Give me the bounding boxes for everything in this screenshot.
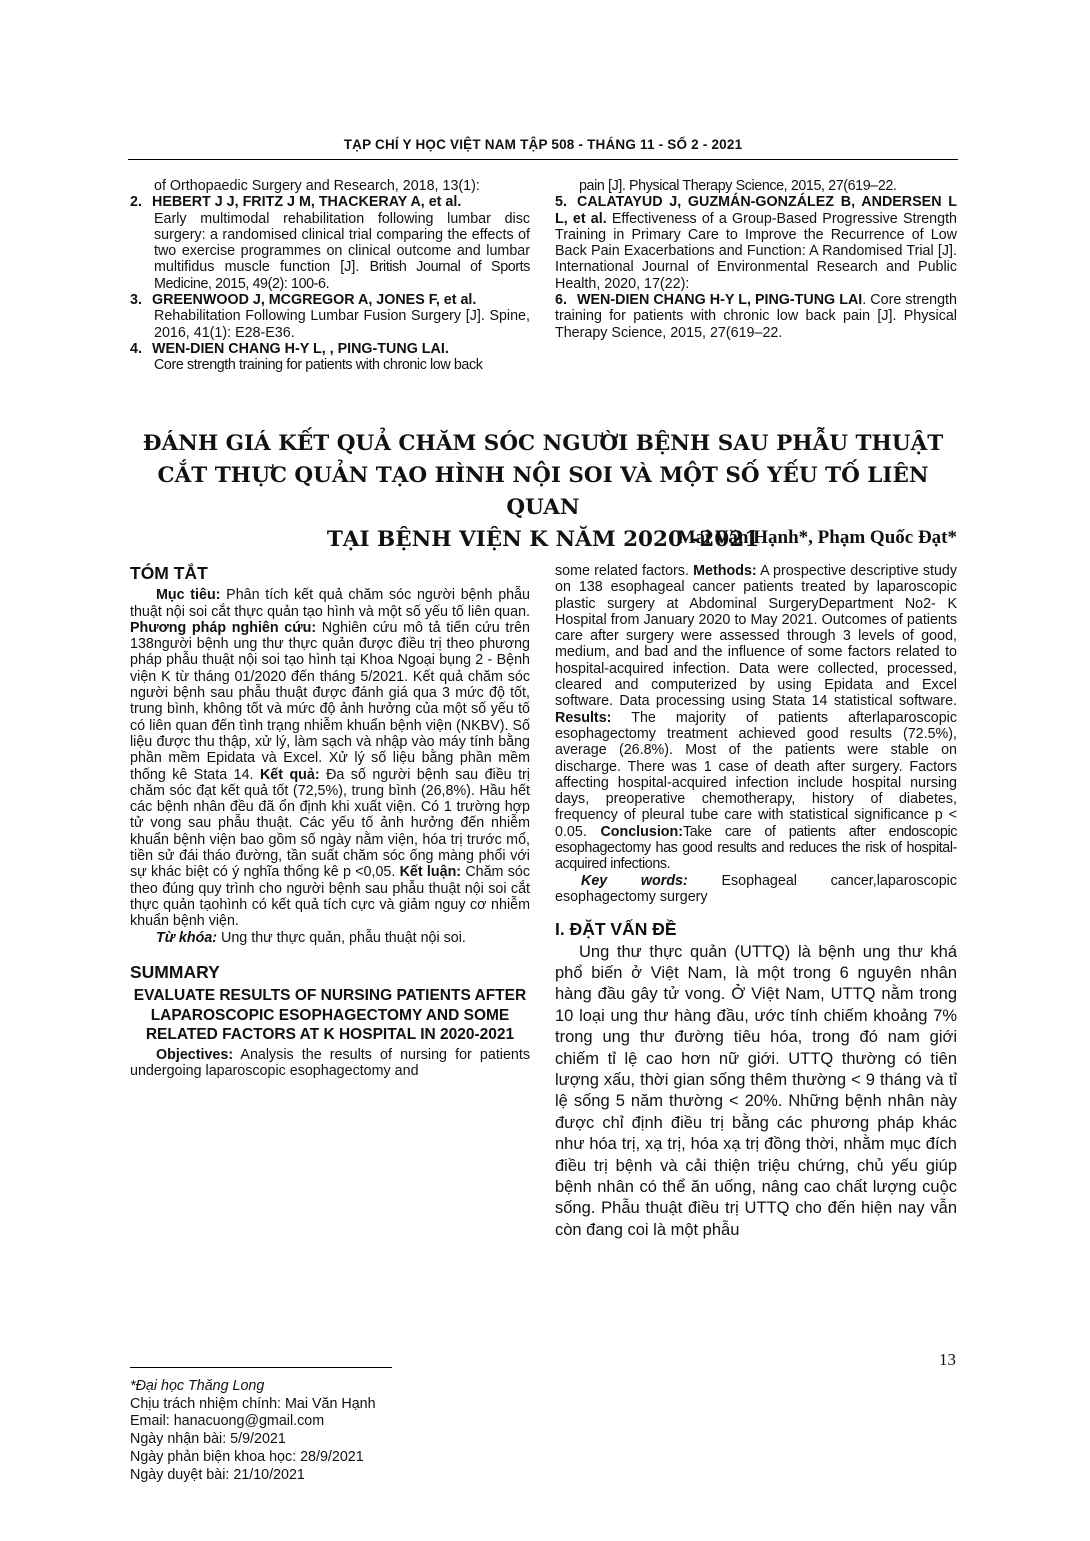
ref-text-tail: British Journal of Sports Medicine, 2015, 49(2): 100-6.	[154, 259, 530, 292]
ref-4	[130, 341, 530, 374]
intro-body: Ung thư thực quản (UTTQ) là bệnh ung thư khá phổ biến ở Việt Nam, là một trong 6 nguyên nhân hàng đầu gây tử vong. Ở Việt Nam, UTTQ nằm trong 10 loại ung thư hàng đầu, ước tính chiếm khoảng 7% trong ung thư đường tiêu hóa, trong đó nam giới chiếm tỉ lệ cao hơn nữ giới. UTTQ thường có tiên lượng xấu, thời gian sống thêm thường < 9 tháng và tỉ lệ sống 5 năm thường < 20%. Những bệnh nhân này được chỉ định điều trị bằng các phương pháp khác như hóa trị, xạ trị, hóa xạ trị đồng thời, nhằm mục đích điều trị bệnh và cải thiện triệu chứng, chủ yếu giúp bệnh nhân có thể ăn uống, nâng cao chất lượng cuộc sống. Phẫu thuật điều trị UTTQ cho đến hiện nay vẫn còn đang coi là một phẫu	[555, 942, 957, 1239]
footnote-received: Ngày nhận bài: 5/9/2021	[130, 1431, 286, 1448]
ref-3	[130, 292, 530, 341]
ref-text: Early multimodal rehabilitation following lumbar disc surgery: a randomised clinical trial comparing the effects of two exercise programmes on clinical outcome and lumbar multifidus muscle function [J].	[154, 210, 530, 276]
english-keywords: Key words: Esophageal cancer,laparoscopic esophagectomy surgery	[555, 872, 957, 905]
right-column	[555, 563, 957, 1241]
tomtat-heading: TÓM TẮT	[130, 563, 208, 583]
ref-text: Effectiveness of a Group-Based Progressive Strength Training in Primary Care to Improve the Recurrence of Low Back Pain Exacerbations and Function: A Randomised Trial [J]. International Journal of Environmental Research and Public Health, 2020, 17(22):	[555, 210, 957, 292]
header-rule	[128, 159, 958, 160]
ref-number: 3.	[130, 292, 142, 309]
references-left	[130, 178, 530, 374]
footnote-rule	[130, 1367, 392, 1368]
running-header: TẠP CHÍ Y HỌC VIỆT NAM TẬP 508 - THÁNG 11 - SỐ 2 - 2021	[343, 137, 743, 152]
summary-title: EVALUATE RESULTS OF NURSING PATIENTS AFTER LAPAROSCOPIC ESOPHAGECTOMY AND SOME RELATED FACTORS AT K HOSPITAL IN 2020-2021	[133, 987, 527, 1044]
ref-number: 6.	[555, 292, 567, 309]
page-number: 13	[939, 1350, 956, 1369]
ref-number: 5.	[555, 194, 567, 211]
ref-2	[130, 194, 530, 292]
footnote-reviewed: Ngày phản biện khoa học: 28/9/2021	[130, 1448, 364, 1465]
footnotes	[130, 1378, 376, 1484]
tomtat-abstract: Mục tiêu: Phân tích kết quả chăm sóc người bệnh phẫu thuật nội soi cắt thực quản tạo hình và một số yếu tố liên quan. Phương pháp nghiên cứu: Nghiên cứu mô tả tiến cứu trên 138người bệnh ung thư thực quản được điều trị theo phương pháp phẫu thuật nội soi tạo hình tại Khoa Ngoại bụng 2 - Bệnh viện K từ tháng 01/2020 đến tháng 5/2021. Kết quả chăm sóc người bệnh sau phẫu thuật được đánh giá qua 3 mức độ tốt, trung bình, không tốt và mức độ ảnh hưởng của một số yếu tố có liên quan đến tình trạng nhiễm khuẩn bệnh viện (NKBV). Số liệu được thu thập, xử lý, làm sạch và nhập vào máy tính bằng phần mềm Epidata và Excel. Xử lý số liệu bằng phần mềm thống kê Stata 14. Kết quả: Đa số người bệnh sau điều trị chăm sóc đạt kết quả tốt (72,5%), trung bình (26,8%). Hầu hết các bệnh nhân đều đã ổn định khi xuất viện. Có 1 trường hợp tử vong sau phẫu thuật. Các yếu tố ảnh hưởng đến nhiễm khuẩn bệnh viện bao gồm số ngày nằm viện, hóa trị trước mổ, tiền sử đái tháo đường, tần suất chăm sóc ống màng phổi với sự khác biệt có ý nghĩa thống kê p <0,05. Kết luận: Chăm sóc theo đúng quy trình cho người bệnh sau phẫu thuật nội soi cắt thực quản tạohình có kết quả tích cực và giảm nguy cơ nhiễm khuẩn bệnh viện.	[130, 587, 531, 930]
ref-text: . Core strength training for patients with chronic low back pain [J]. Physical Therapy Science, 2015, 27(619–22.	[555, 292, 957, 341]
ref-number: 4.	[130, 340, 142, 357]
tomtat-keywords: Từ khóa: Ung thư thực quản, phẫu thuật nội soi.	[156, 929, 466, 946]
footnote-affiliation: *Đại học Thăng Long	[130, 1378, 265, 1394]
english-abstract: some related factors. Methods: A prospective descriptive study on 138 esophageal cancer patients treated by laparoscopic plastic surgery at Abdominal SurgeryDepartment No2- K Hospital from January 2020 to May 2021. Outcomes of patients care after surgery were assessed through 3 levels of good, medium, and bad and the influence of some factors related to hospital-acquired infection. Data were collected, processed, cleared and computerized by using Epidata and Excel software. Data processing using Stata 14 statistical software. Results: The majority of patients afterlaparoscopic esophagectomy treatment achieved good results (72.5%), average (26.8%). Most of the patients were stable on discharge. There was 1 case of death after surgery. Factors affecting hospital-acquired infection include hospital nursing days, preoperative chemotherapy, history of diabetes, frequency of pleural tube care with statistical significance p < 0.05. Conclusion:Take care of patients after endoscopic esophagectomy has good results and reduces the risk of hospital-acquired infections.	[555, 563, 958, 873]
ref-text: Core strength training for patients with chronic low back	[154, 357, 483, 374]
ref-6	[555, 292, 957, 341]
ref-authors: HEBERT J J, FRITZ J M, THACKERAY A, et al.	[152, 194, 462, 211]
ref-1-continuation: of Orthopaedic Surgery and Research, 2018, 13(1):	[154, 178, 480, 194]
ref-5	[555, 194, 957, 292]
ref-authors: WEN-DIEN CHANG H-Y L, PING-TUNG LAI	[577, 292, 863, 309]
ref-4-continuation: pain [J]. Physical Therapy Science, 2015, 27(619–22.	[579, 178, 897, 194]
summary-heading: SUMMARY	[130, 961, 220, 982]
references-right	[555, 178, 957, 341]
ref-text: Rehabilitation Following Lumbar Fusion Surgery [J]. Spine, 2016, 41(1): E28-E36.	[154, 308, 530, 341]
title-line-3: TẠI BỆNH VIỆN K NĂM 2020 -2021	[326, 527, 760, 552]
left-column	[130, 565, 530, 1079]
intro-heading: I. ĐẶT VẤN ĐỀ	[555, 919, 677, 940]
ref-number: 2.	[130, 194, 142, 211]
summary-objectives: Objectives: Analysis the results of nursing for patients undergoing laparoscopic esophagectomy and	[130, 1046, 530, 1079]
footnote-email: Email: hanacuong@gmail.com	[130, 1413, 325, 1430]
ref-authors: GREENWOOD J, MCGREGOR A, JONES F, et al.	[152, 292, 477, 309]
article-authors: Mai Văn Hạnh*, Phạm Quốc Đạt*	[677, 527, 957, 548]
title-line-2: CẮT THỰC QUẢN TẠO HÌNH NỘI SOI VÀ MỘT SỐ YẾU TỐ LIÊN QUAN	[157, 463, 929, 520]
footnote-responsible: Chịu trách nhiệm chính: Mai Văn Hạnh	[130, 1395, 376, 1412]
footnote-accepted: Ngày duyệt bài: 21/10/2021	[130, 1466, 305, 1483]
title-line-1: ĐÁNH GIÁ KẾT QUẢ CHĂM SÓC NGƯỜI BỆNH SAU PHẪU THUẬT	[142, 431, 944, 456]
ref-authors: CALATAYUD J, GUZMÁN-GONZÁLEZ B, ANDERSEN L L, et al.	[555, 194, 957, 227]
ref-authors: WEN-DIEN CHANG H-Y L, , PING-TUNG LAI.	[152, 340, 449, 357]
